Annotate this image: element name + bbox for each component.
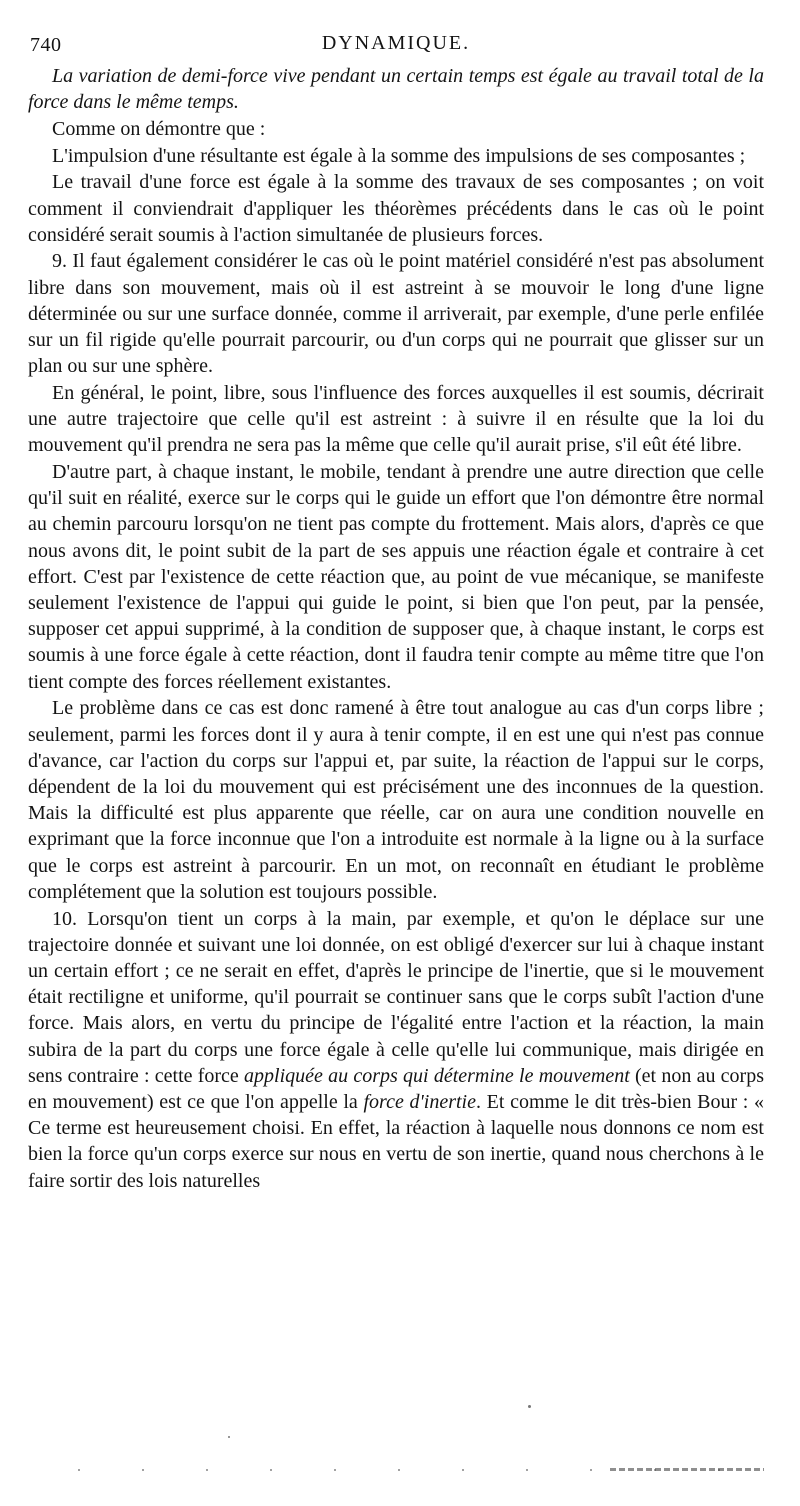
paragraph	[28, 906, 764, 1194]
italic-text: appliquée au corps qui détermine le mouvement	[244, 1064, 630, 1087]
paragraph	[28, 169, 764, 248]
paragraph	[28, 380, 764, 459]
paragraph-number: 10.	[52, 907, 77, 930]
italic-text: force d'inertie	[363, 1090, 476, 1113]
paragraph-text: Le travail d'une force est égale à la somme des travaux de ses composantes ; on voit comment il conviendrait d'appliquer les théorèmes précédents dans le cas où le point considéré serait soumis à l'action simultanée de plusieurs forces.	[28, 171, 764, 246]
page-header	[28, 24, 764, 54]
paragraph-text: D'autre part, à chaque instant, le mobile, tendant à prendre une autre direction que celle qu'il suit en réalité, exerce sur le corps qui le guide un effort que l'on démontre être normal au chemin parcouru lorsqu'on ne tient pas compte du frottement. Mais alors, d'après ce que nous avons dit, le point subit de la part de ses appuis une réaction égale et contraire à cet effort. C'est par l'existence de cette réaction que, au point de vue mécanique, se manifeste seulement l'existence de l'appui qui guide le point, si bien que l'on peut, par la pensée, supposer cet appui supprimé, à la condition de supposer que, à chaque instant, le corps est soumis à une force égale à cette réaction, dont il faudra tenir compte au même titre que l'on tient compte des forces réellement existantes.	[28, 461, 764, 693]
paragraph	[28, 143, 764, 169]
paragraph-text: En général, le point, libre, sous l'influence des forces auxquelles il est soumis, décrirait une autre trajectoire que celle qu'il est astreint : à suivre il en résulte que la loi du mouvement qu'il prendra ne sera pas la même que celle qu'il aurait prise, s'il eût été libre.	[28, 381, 764, 457]
paragraph	[28, 695, 764, 905]
paragraph-text: (et non au corps en mouvement) est ce que l'on appelle la	[28, 1064, 764, 1113]
paragraph-text: Le problème dans ce cas est donc ramené à être tout analogue au cas d'un corps libre ; seulement, parmi les forces dont il y aura à tenir compte, il en est une qui n'est pas connue d'avance, car l'action du corps sur l'appui et, par suite, la réaction de l'appui sur le corps, dépendent de la loi du mouvement qui est précisément une des inconnues de la question. Mais la difficulté est plus apparente que réelle, car on aura une condition nouvelle en exprimant que la force inconnue que l'on a introduite est normale à la ligne ou à la surface que le corps est astreint à parcourir. En un mot, on reconnaît en étudiant le problème complétement que la solution est toujours possible.	[28, 697, 764, 903]
paragraph	[28, 248, 764, 379]
paragraph	[28, 116, 764, 142]
paragraph-text: Lorsqu'on tient un corps à la main, par exemple, et qu'on le déplace sur une trajectoire donnée et suivant une loi donnée, on est obligé d'exercer sur lui à chaque instant un certain effort ; ce ne serait en effet, d'après le principe de l'inertie, que si le mouvement était rectiligne et uniforme, qu'il pourrait se continuer sans que le corps subît l'action d'une force. Mais alors, en vertu du principe de l'égalité entre l'action et la réaction, la main subira de la part du corps une force égale à celle qu'elle lui communique, mais dirigée en sens contraire : cette force	[28, 907, 764, 1087]
paragraph-text: Il faut également considérer le cas où le point matériel considéré n'est pas absolument libre dans son mouvement, mais où il est astreint à se mouvoir le long d'une ligne déterminée ou sur une surface donnée, comme il arriverait, par exemple, d'une perle enfilée sur un fil rigide qu'elle pourrait parcourir, ou d'un corps qui ne pourrait que glisser sur un plan ou sur une sphère.	[28, 250, 764, 378]
book-page	[28, 24, 764, 1194]
paragraph	[28, 63, 764, 115]
paragraph-text: . Et comme le dit très-bien Bour : « Ce terme est heureusement choisi. En effet, la réaction à laquelle nous donnons ce nom est bien la force qu'un corps exerce sur nous en vertu de son inertie, quand nous cherchons à le faire sortir des lois naturelles	[28, 1090, 764, 1192]
body-text	[28, 63, 764, 1194]
paragraph	[28, 459, 764, 695]
paragraph-text: Comme on démontre que :	[52, 117, 266, 140]
running-head: DYNAMIQUE.	[321, 32, 471, 54]
print-speck	[528, 1405, 531, 1408]
bottom-rule-fragment	[610, 1468, 764, 1471]
italic-text: La variation de demi-force vive pendant un certain temps est égale au travail total de la force dans le même temps.	[28, 65, 764, 114]
print-speck	[228, 1436, 230, 1438]
page-number: 740	[30, 34, 62, 56]
paragraph-number: 9.	[52, 250, 67, 273]
paragraph-text: L'impulsion d'une résultante est égale à la somme des impulsions de ses composantes ;	[52, 144, 746, 167]
